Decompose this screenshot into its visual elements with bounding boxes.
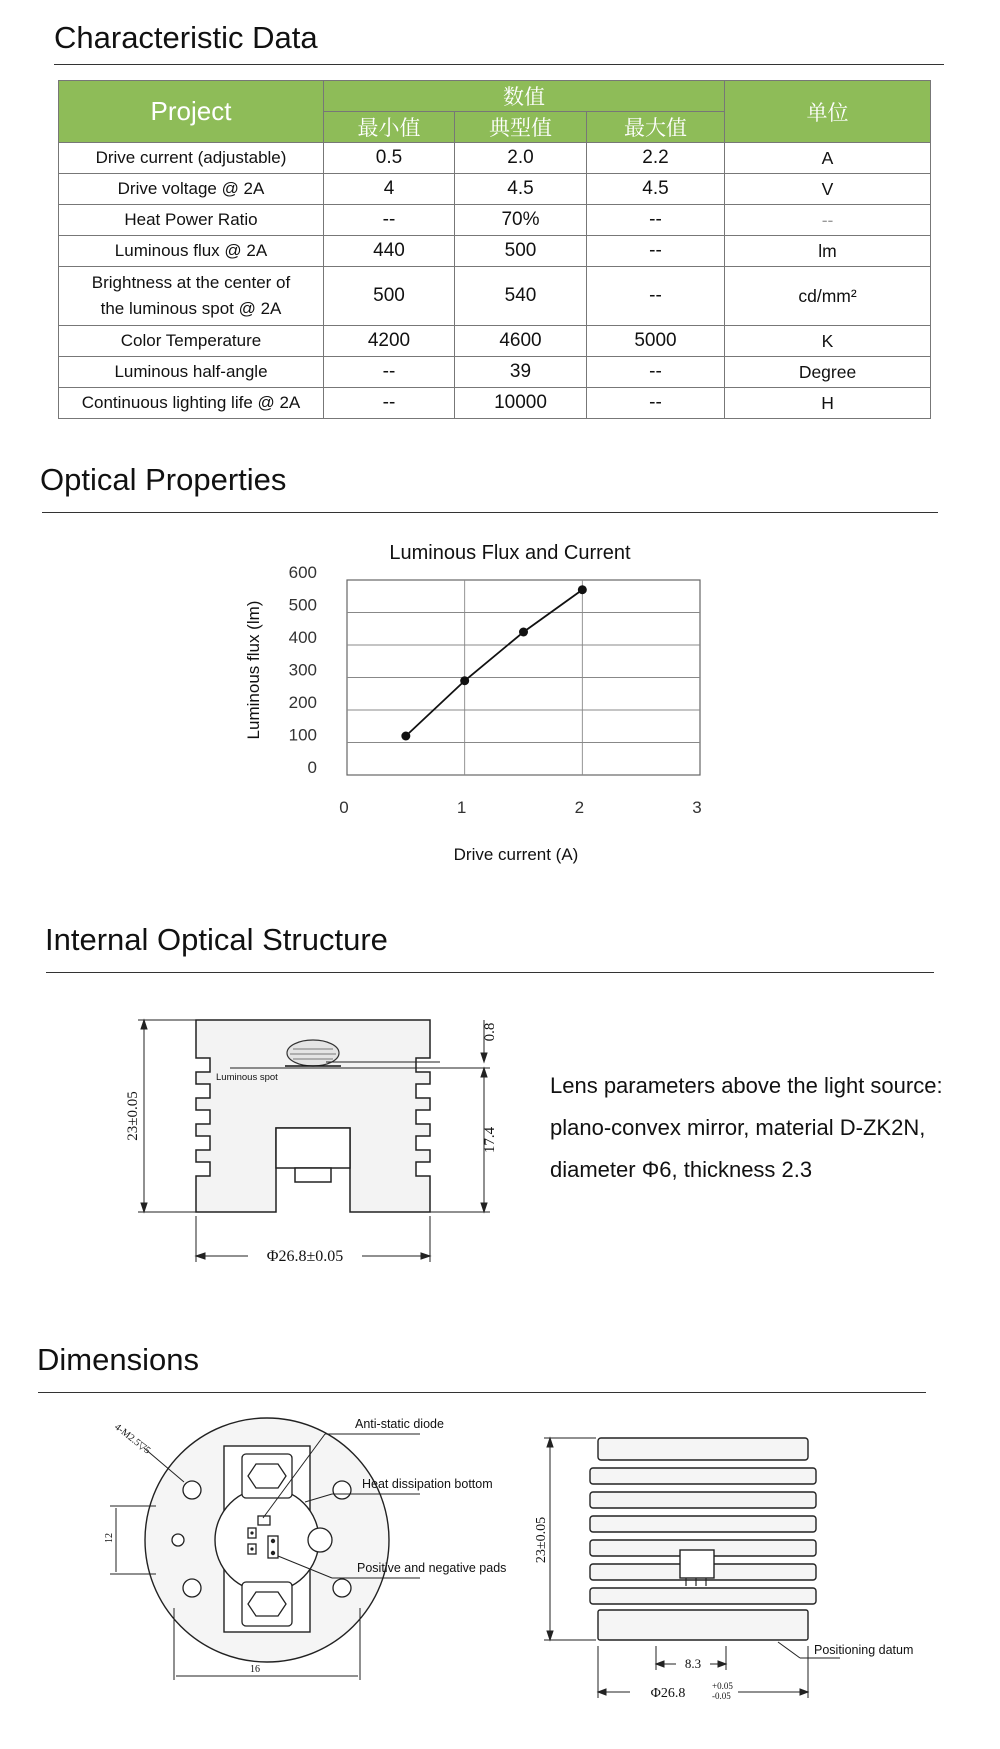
row-unit: -- — [725, 205, 931, 236]
row-typ: 4600 — [455, 326, 587, 357]
row-min: -- — [324, 205, 455, 236]
row-unit: H — [725, 388, 931, 419]
flux-current-chart — [0, 530, 1000, 870]
side-hole — [172, 1534, 184, 1546]
luminous-spot-label: Luminous spot — [216, 1072, 278, 1083]
chart-y-ticks — [289, 563, 317, 777]
bottom-view-drawing — [100, 1410, 560, 1700]
row-project: Drive current (adjustable) — [59, 143, 324, 174]
x-tick-label: 0 — [339, 798, 349, 817]
data-point — [578, 585, 587, 594]
header-unit: 单位 — [725, 81, 931, 143]
tolerance-plus: +0.05 — [712, 1681, 733, 1691]
table-row — [59, 326, 931, 357]
header-project: Project — [59, 81, 324, 143]
data-point — [519, 628, 528, 637]
top-gap-dim: 0.8 — [482, 1022, 498, 1042]
row-project: Luminous flux @ 2A — [59, 236, 324, 267]
row-max: 4.5 — [587, 174, 725, 205]
lens-param-line: plano-convex mirror, material D-ZK2N, — [550, 1115, 926, 1140]
fin — [598, 1438, 808, 1460]
data-point — [401, 732, 410, 741]
series-line — [406, 590, 582, 736]
tolerance-minus: -0.05 — [712, 1691, 731, 1700]
x-tick-label: 2 — [574, 798, 585, 817]
fin — [590, 1468, 816, 1484]
mount-hole — [333, 1481, 351, 1499]
header-min: 最小值 — [324, 112, 455, 143]
table-row — [59, 267, 931, 326]
row-typ: 39 — [455, 357, 587, 388]
row-min: 0.5 — [324, 143, 455, 174]
inner-module — [276, 1128, 350, 1168]
row-max: -- — [587, 357, 725, 388]
chart-series — [401, 585, 586, 740]
row-min: 440 — [324, 236, 455, 267]
x-tick-label: 1 — [456, 798, 467, 817]
side-view-drawing — [530, 1410, 950, 1700]
row-typ: 2.0 — [455, 143, 587, 174]
section-rule — [46, 972, 934, 973]
row-min: 4200 — [324, 326, 455, 357]
dim-12-label: 12 — [104, 1533, 115, 1543]
side-height-dim: 23±0.05 — [534, 1516, 549, 1564]
section-rule — [54, 64, 944, 65]
table-row — [59, 236, 931, 267]
row-max: -- — [587, 205, 725, 236]
row-project-line2: the luminous spot @ 2A — [100, 299, 282, 318]
chart-grid — [347, 580, 700, 775]
row-unit: lm — [725, 236, 931, 267]
y-tick-label: 0 — [307, 758, 317, 777]
dim-83-label: 8.3 — [684, 1656, 702, 1671]
side-diameter-dim: Φ26.8 — [650, 1686, 686, 1700]
row-typ: 70% — [455, 205, 587, 236]
dim-16-label: 16 — [250, 1664, 260, 1675]
fin — [590, 1492, 816, 1508]
row-project: Luminous half-angle — [59, 357, 324, 388]
row-min: -- — [324, 357, 455, 388]
table-row — [59, 205, 931, 236]
row-unit: Degree — [725, 357, 931, 388]
fin — [590, 1588, 816, 1604]
section-title-characteristic: Characteristic Data — [54, 20, 318, 55]
chart-x-label: Drive current (A) — [453, 845, 579, 864]
inner-connector — [295, 1168, 331, 1182]
inner-height-dim: 17.4 — [482, 1126, 498, 1154]
chart-y-label: Luminous flux (lm) — [244, 600, 263, 740]
row-max: -- — [587, 267, 725, 326]
header-values-group: 数值 — [324, 81, 725, 112]
table-row — [59, 388, 931, 419]
row-project: Continuous lighting life @ 2A — [59, 388, 324, 419]
section-title-optical: Optical Properties — [40, 462, 287, 497]
mount-hole — [183, 1579, 201, 1597]
row-typ: 500 — [455, 236, 587, 267]
header-typ: 典型值 — [455, 112, 587, 143]
anti-static-label: Anti-static diode — [355, 1417, 444, 1431]
row-project: Drive voltage @ 2A — [59, 174, 324, 205]
row-max: 5000 — [587, 326, 725, 357]
section-title-dimensions: Dimensions — [37, 1342, 199, 1377]
heat-bottom-label: Heat dissipation bottom — [362, 1477, 493, 1491]
fin — [590, 1516, 816, 1532]
side-hole — [308, 1528, 332, 1552]
y-tick-label: 300 — [288, 660, 317, 680]
lens-param-line: diameter Φ6, thickness 2.3 — [550, 1157, 813, 1182]
lens-param-line: Lens parameters above the light source: — [550, 1073, 943, 1098]
row-typ: 4.5 — [455, 174, 587, 205]
section-rule — [42, 512, 938, 513]
row-max: 2.2 — [587, 143, 725, 174]
row-unit: cd/mm² — [725, 267, 931, 326]
mount-hole — [183, 1481, 201, 1499]
y-tick-label: 100 — [288, 725, 317, 745]
y-tick-label: 200 — [288, 693, 317, 712]
row-typ: 540 — [455, 267, 587, 326]
holes-label: 4-M2.5▽5 — [112, 1421, 153, 1457]
row-min: 4 — [324, 174, 455, 205]
internal-structure-drawing — [100, 1000, 520, 1300]
row-project-line1: Brightness at the center of — [91, 272, 291, 292]
row-max: -- — [587, 388, 725, 419]
header-max: 最大值 — [587, 112, 725, 143]
section-title-internal: Internal Optical Structure — [45, 922, 388, 957]
y-tick-label: 600 — [288, 563, 317, 582]
row-project — [59, 267, 324, 326]
row-project: Heat Power Ratio — [59, 205, 324, 236]
row-max: -- — [587, 236, 725, 267]
total-height-dim: 23±0.05 — [125, 1091, 141, 1141]
table-row — [59, 357, 931, 388]
row-unit: A — [725, 143, 931, 174]
section-rule — [38, 1392, 926, 1393]
diameter-dim: Φ26.8±0.05 — [266, 1248, 344, 1265]
mount-hole — [333, 1579, 351, 1597]
row-unit: K — [725, 326, 931, 357]
row-project: Color Temperature — [59, 326, 324, 357]
row-min: -- — [324, 388, 455, 419]
chart-x-ticks — [339, 798, 701, 817]
characteristic-table — [58, 80, 931, 419]
center-ring — [215, 1488, 319, 1592]
y-tick-label: 500 — [288, 595, 317, 615]
y-tick-label: 400 — [288, 628, 317, 647]
data-point — [460, 676, 469, 685]
screw-icon — [248, 1464, 286, 1488]
chart-title: Luminous Flux and Current — [389, 542, 631, 564]
x-tick-label: 3 — [692, 798, 702, 817]
lens-parameters — [550, 1065, 990, 1191]
screw-icon — [248, 1592, 286, 1616]
table-row — [59, 174, 931, 205]
pads-label: Positive and negative pads — [357, 1561, 507, 1575]
row-unit: V — [725, 174, 931, 205]
connector — [680, 1550, 714, 1578]
positioning-datum-label: Positioning datum — [814, 1643, 914, 1657]
base-plate — [598, 1610, 808, 1640]
table-row — [59, 143, 931, 174]
row-min: 500 — [324, 267, 455, 326]
row-typ: 10000 — [455, 388, 587, 419]
